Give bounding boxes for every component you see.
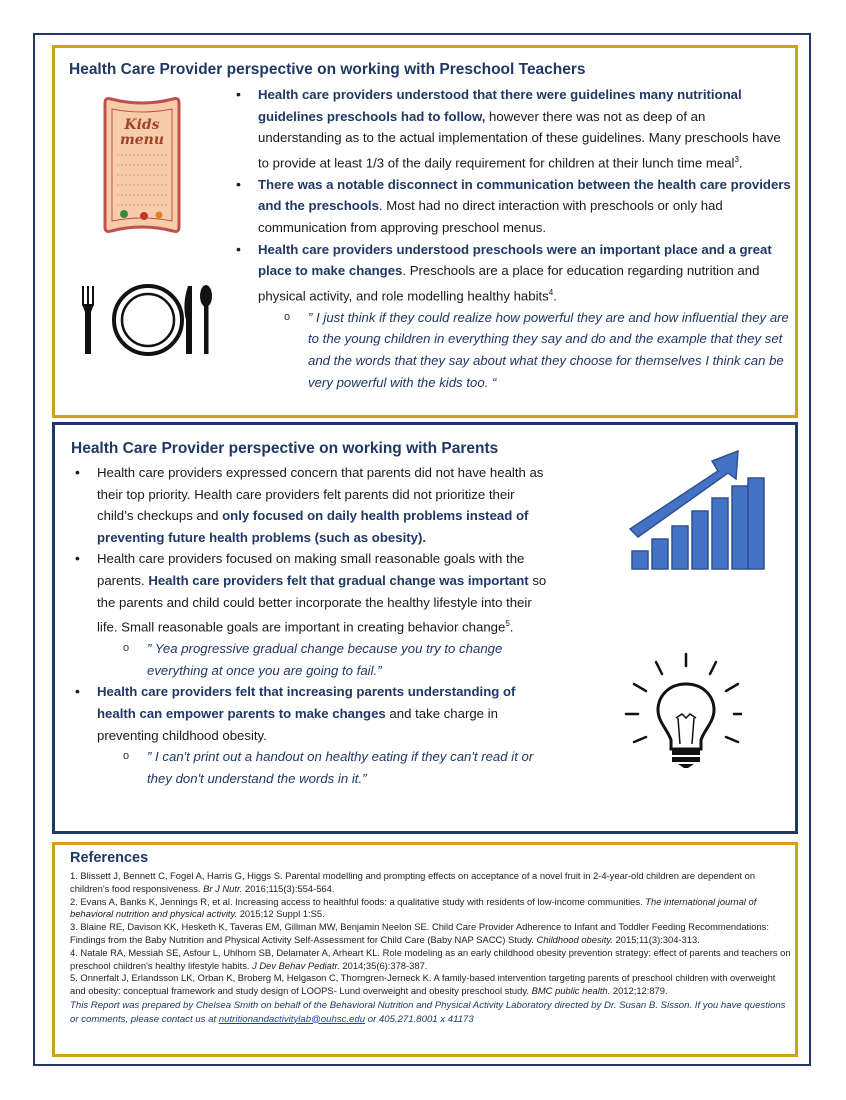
place-setting-icon (78, 284, 216, 356)
parents-bullet-list (71, 462, 551, 789)
parents-bullet-3: • Health care providers felt that increasing parents understanding of health can empower parents to make changes and take charge in preventing childhood obesity. o ” I can't print out a handout on healthy eating if they can't read it or they don't understand the words in it.” (71, 681, 551, 789)
reference-5: 5. Onnerfalt J, Erlandsson LK, Orban K, Broberg M, Helgason C, Thorngren-Jerneck K. A family-based intervention targeting parents of preschool children with overweight and obesity: conceptual framework and study design of LOOPS- Lund overweight and obesity preschool study. BMC public health. 2012;12:879. (70, 972, 776, 997)
parent-quote-1: o ” Yea progressive gradual change because you try to change everything at once you are going to fail.” (121, 638, 551, 681)
parents-heading: Health Care Provider perspective on working with Parents (71, 440, 499, 457)
teachers-bullet-list (232, 84, 792, 393)
lightbulb-icon (622, 652, 742, 768)
growth-chart-icon (628, 447, 766, 571)
parent-quote-2: o ” I can't print out a handout on healthy eating if they can't read it or they don't understand the words in it.” (121, 746, 551, 789)
reference-2: 2. Evans A, Banks K, Jennings R, et al. Increasing access to healthful foods: a qualitative study with residents of low-income communities. The international journal of behavioral nutrition and physical activity. 2015;12 Suppl 1:S5. (70, 895, 757, 920)
references-heading: References (70, 850, 149, 866)
parents-bullet-1: • Health care providers expressed concern that parents did not have health as their top priority. Health care providers felt parents did not prioritize their child’s checkups and only focused on daily health problems instead of preventing future health problems (such as obesity). (71, 462, 551, 548)
reference-1: 1. Blissett J, Bennett C, Fogel A, Harris G, Higgs S. Parental modelling and prompting effects on acceptance of a novel fruit in 2-4-year-old children are dependent on children's food responsiveness. Br J Nutr. 2016;115(3):554-564. (70, 870, 756, 894)
teachers-bullet-1: • Health care providers understood that there were guidelines many nutritional guidelines preschools had to follow, however there was not as deep of an understanding as to the actual implementation of these guidelines. Many preschools have to provide at least 1/3 of the daily requirement for children at their lunch time meal$^3$. (232, 84, 792, 174)
teachers-heading: Health Care Provider perspective on working with Preschool Teachers (69, 61, 586, 78)
parents-bullet-2: • Health care providers focused on making small reasonable goals with the parents. Health care providers felt that gradual change was important so the parents and child could better incorporate the healthy lifestyle into their life. Small reasonable goals are important in creating behavior change$^5$. o ” Yea progressive gradual change because you try to change everything at once you are going to fail.” (71, 548, 551, 681)
teachers-bullet-2: • There was a notable disconnect in communication between the health care providers and the preschools. Most had no direct interaction with preschools or only had communication from approving preschool menus. (232, 174, 792, 239)
references-list (70, 870, 792, 1026)
teacher-quote: o ” I just think if they could realize how powerful they are and how influential they are to the young children in everything they say and do and the example that they set and the words that they say about what they choose for themselves I think can be very powerful with the kids too. “ (282, 307, 792, 393)
reference-4: 4. Natale RA, Messiah SE, Asfour L, Uhlhorn SB, Delamater A, Arheart KL. Role modeling as an early childhood obesity prevention strategy: effect of parents and teachers on preschool children's healthy lifestyle habits. J Dev Behav Pediatr. 2014;35(6):378-387. (70, 946, 791, 971)
contact-email-link[interactable]: nutritionandactivitylab@ouhsc.edu (218, 1013, 366, 1025)
report-credit: This Report was prepared by Chelsea Smith on behalf of the Behavioral Nutrition and Physical Activity Laboratory directed by Dr. Susan B. Sisson. If you have questions or comments, please contact us at nutritionandactivitylab@ouhsc.edu or 405.271.8001 x 41173 (70, 999, 786, 1025)
teachers-bullet-3: • Health care providers understood preschools were an important place and a great place to make changes. Preschools are a place for education regarding nutrition and physical activity, and role modelling healthy habits$^4$. o ” I just think if they could realize how powerful they are and how influential they are to the young children in everything they say and do and the example that they set and the words that they say about what they choose for themselves I think can be very powerful with the kids too. “ (232, 239, 792, 394)
menu-title-2: menu (119, 132, 165, 148)
menu-title-1: Kids (124, 117, 160, 133)
reference-3: 3. Blaine RE, Davison KK, Hesketh K, Taveras EM, Gillman MW, Benjamin Neelon SE. Child Care Provider Adherence to Infant and Toddler Feeding Recommendations: Findings from the Baby Nutrition and Physical Activity Self-Assessment for Child Care (Baby NAP SACC) Study. Childhood obesity. 2015;11(3):304-313. (70, 921, 769, 945)
kids-menu-icon (97, 97, 187, 235)
